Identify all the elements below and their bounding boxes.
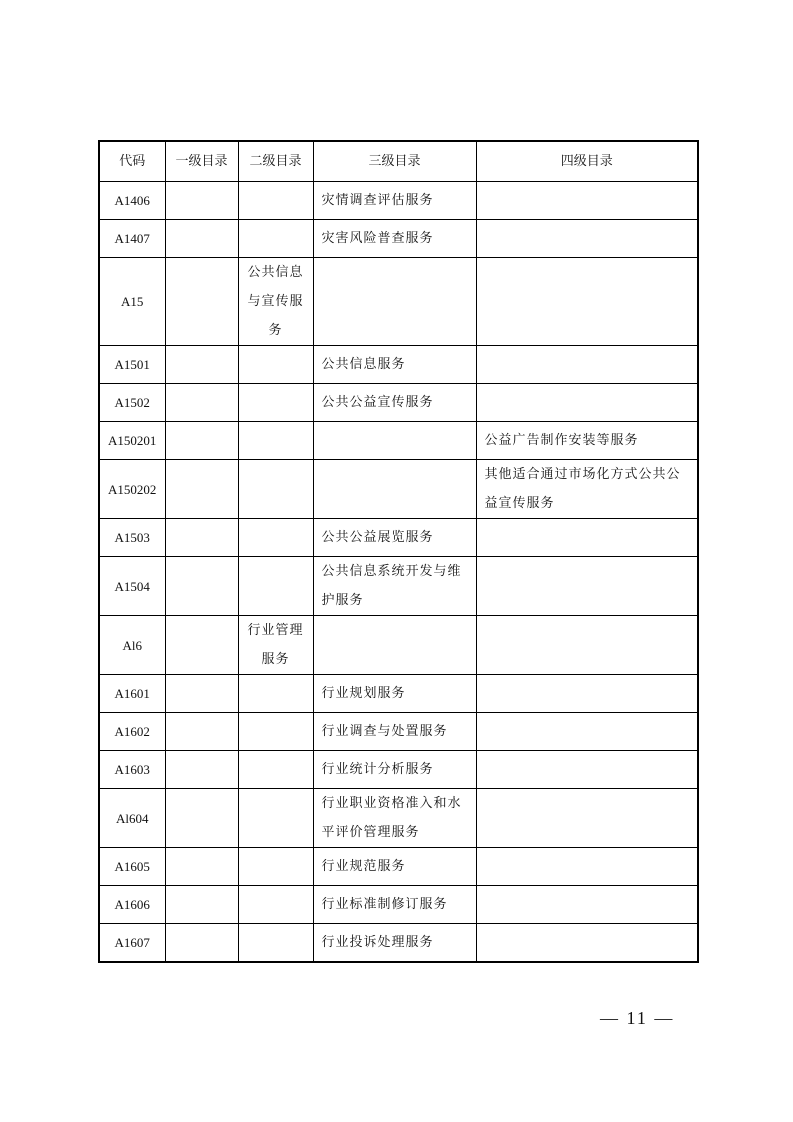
row-level4 [476,924,698,962]
table-row [99,422,698,460]
row-level2 [238,675,313,713]
row-level1 [165,751,238,789]
row-level4 [476,848,698,886]
row-code: A1607 [99,924,165,962]
row-code: A1606 [99,886,165,924]
row-code: A1502 [99,384,165,422]
row-level1 [165,384,238,422]
table-row [99,460,698,519]
row-level3: 公共公益宣传服务 [313,384,476,422]
row-level4 [476,886,698,924]
row-level2 [238,220,313,258]
row-level2 [238,886,313,924]
table-row [99,675,698,713]
row-level2 [238,848,313,886]
row-level3: 行业调查与处置服务 [313,713,476,751]
row-level2 [238,384,313,422]
row-level1 [165,220,238,258]
header-level1: 一级目录 [165,141,238,182]
row-level3: 行业规范服务 [313,848,476,886]
table-row [99,258,698,346]
row-level2 [238,751,313,789]
row-level2 [238,713,313,751]
row-level3: 公共公益展览服务 [313,519,476,557]
row-level2: 公共信息与宣传服务 [238,258,313,346]
table-row [99,924,698,962]
row-level4 [476,713,698,751]
row-level3: 公共信息服务 [313,346,476,384]
row-level4 [476,675,698,713]
row-level4 [476,751,698,789]
header-level2: 二级目录 [238,141,313,182]
table-row [99,346,698,384]
row-level1 [165,182,238,220]
row-code: A1407 [99,220,165,258]
row-code: A1601 [99,675,165,713]
row-level1 [165,519,238,557]
row-level2 [238,346,313,384]
table-row [99,182,698,220]
row-level2 [238,460,313,519]
row-level1 [165,460,238,519]
row-level3: 行业职业资格准入和水平评价管理服务 [313,789,476,848]
row-level4: 其他适合通过市场化方式公共公益宣传服务 [476,460,698,519]
table-row [99,616,698,675]
row-code: A1501 [99,346,165,384]
row-level1 [165,713,238,751]
row-level2 [238,789,313,848]
row-level1 [165,886,238,924]
row-level3: 公共信息系统开发与维护服务 [313,557,476,616]
row-level4 [476,220,698,258]
row-level2 [238,182,313,220]
row-code: A150201 [99,422,165,460]
row-level3 [313,460,476,519]
table-row [99,886,698,924]
row-level3: 灾害风险普查服务 [313,220,476,258]
row-level1 [165,924,238,962]
table-row [99,848,698,886]
page-number: — 11 — [600,1008,675,1028]
row-level1 [165,258,238,346]
row-level3: 行业统计分析服务 [313,751,476,789]
row-level1 [165,557,238,616]
row-code: A1602 [99,713,165,751]
table-row [99,220,698,258]
catalog-table [98,140,699,963]
header-level4: 四级目录 [476,141,698,182]
row-level1 [165,675,238,713]
row-code: A1503 [99,519,165,557]
table-row [99,557,698,616]
row-level3 [313,422,476,460]
row-level3 [313,258,476,346]
row-level2: 行业管理服务 [238,616,313,675]
row-level3: 行业投诉处理服务 [313,924,476,962]
row-level2 [238,557,313,616]
row-code: A150202 [99,460,165,519]
table-row [99,751,698,789]
row-level3: 灾情调查评估服务 [313,182,476,220]
row-code: A1406 [99,182,165,220]
row-code: A1605 [99,848,165,886]
row-level3: 行业标准制修订服务 [313,886,476,924]
row-code: A1603 [99,751,165,789]
row-level4 [476,557,698,616]
row-level1 [165,848,238,886]
row-level4: 公益广告制作安装等服务 [476,422,698,460]
row-level4 [476,346,698,384]
row-level1 [165,616,238,675]
table-header-row [99,141,698,182]
row-code: A15 [99,258,165,346]
row-level4 [476,182,698,220]
row-level3: 行业规划服务 [313,675,476,713]
row-code: A1504 [99,557,165,616]
row-level2 [238,519,313,557]
row-level4 [476,258,698,346]
row-level2 [238,924,313,962]
table-row [99,713,698,751]
table-row [99,519,698,557]
row-level4 [476,519,698,557]
row-level4 [476,789,698,848]
table-row [99,789,698,848]
row-level1 [165,422,238,460]
table-row [99,384,698,422]
row-level2 [238,422,313,460]
row-level4 [476,616,698,675]
row-level3 [313,616,476,675]
row-code: Al604 [99,789,165,848]
row-level4 [476,384,698,422]
header-code: 代码 [99,141,165,182]
row-code: Al6 [99,616,165,675]
row-level1 [165,346,238,384]
table-body [99,182,698,962]
header-level3: 三级目录 [313,141,476,182]
row-level1 [165,789,238,848]
